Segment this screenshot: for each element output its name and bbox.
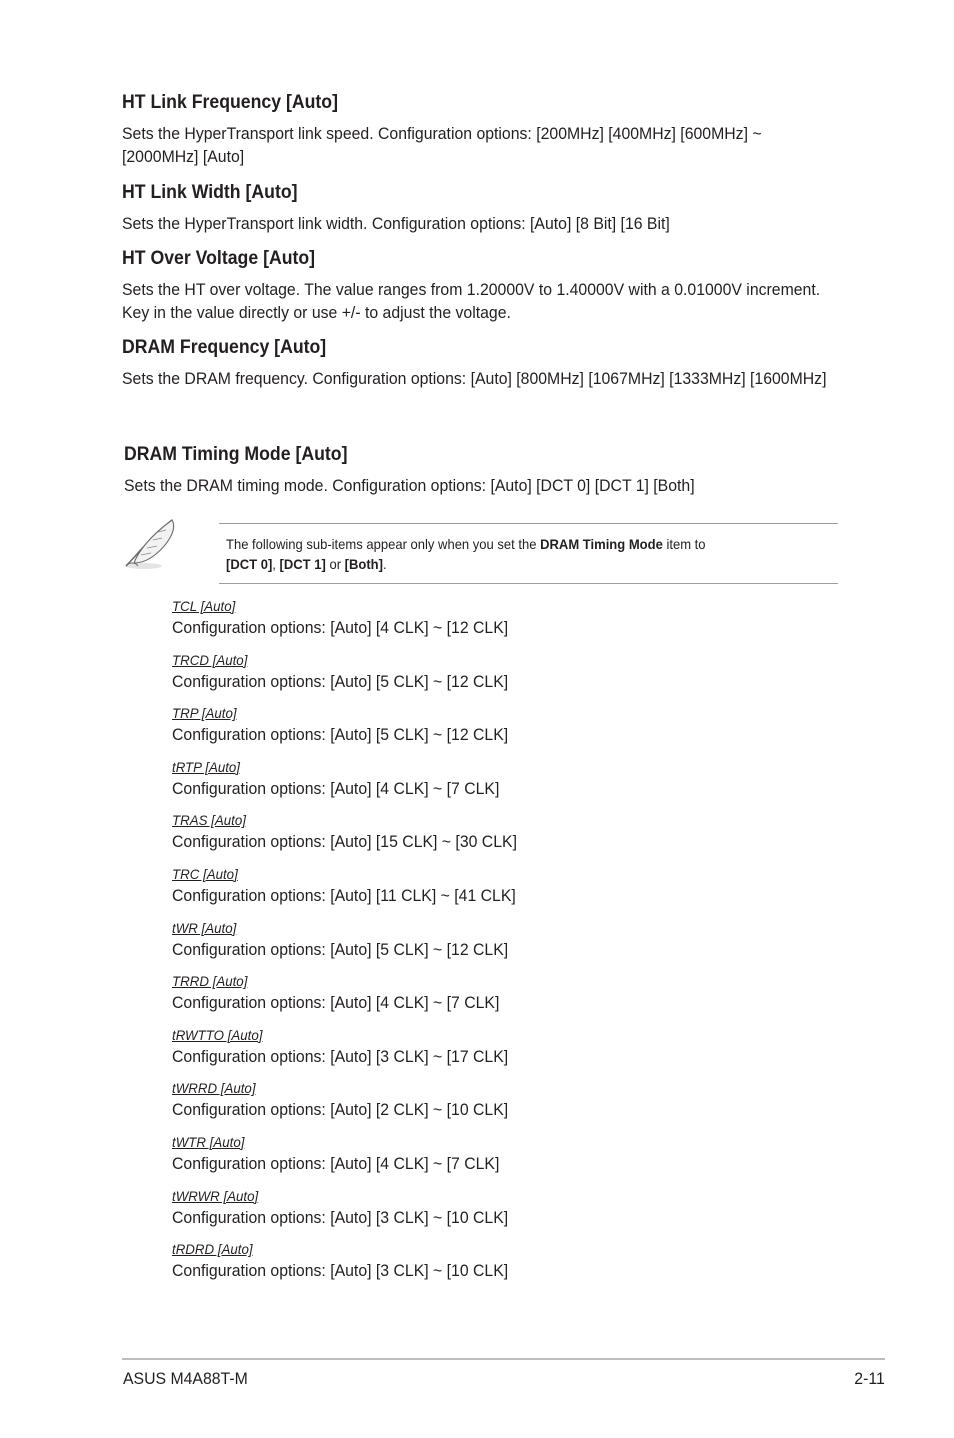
subitem-description: Configuration options: [Auto] [3 CLK] ~ [10 CLK] bbox=[172, 1261, 509, 1281]
note-prefix: The following sub-items appear only when you set the bbox=[226, 536, 541, 552]
list-item bbox=[172, 651, 772, 705]
section-ht-link-width bbox=[122, 181, 842, 235]
footer-page-number: 2-11 bbox=[854, 1369, 885, 1388]
list-item bbox=[172, 811, 772, 865]
subitem-label: tRWTTO [Auto] bbox=[172, 1026, 263, 1043]
list-item bbox=[172, 1187, 772, 1241]
list-item bbox=[172, 597, 772, 651]
note-option-dct0: [DCT 0] bbox=[226, 556, 273, 572]
section-description: Sets the DRAM frequency. Configuration options: [Auto] [800MHz] [1067MHz] [1333MHz] [1600MHz] bbox=[122, 369, 827, 388]
subitem-description: Configuration options: [Auto] [4 CLK] ~ [7 CLK] bbox=[172, 778, 500, 798]
section-heading: DRAM Frequency [Auto] bbox=[122, 337, 327, 358]
subitem-label: TRRD [Auto] bbox=[172, 973, 248, 990]
subitem-label: tWTR [Auto] bbox=[172, 1133, 245, 1150]
subitem-list bbox=[172, 597, 772, 1294]
list-item bbox=[172, 1079, 772, 1133]
subitem-label: TRCD [Auto] bbox=[172, 651, 248, 668]
subitem-label: tRTP [Auto] bbox=[172, 758, 241, 775]
section-description: Sets the HyperTransport link speed. Configuration options: [200MHz] [400MHz] [600MHz] ~ [2000MHz] [Auto] bbox=[122, 124, 762, 166]
subitem-label: TRP [Auto] bbox=[172, 705, 237, 722]
subitem-description: Configuration options: [Auto] [5 CLK] ~ [12 CLK] bbox=[172, 671, 509, 691]
subitem-label: TRC [Auto] bbox=[172, 865, 238, 882]
subitem-description: Configuration options: [Auto] [11 CLK] ~ [41 CLK] bbox=[172, 885, 516, 905]
subitem-label: tWRRD [Auto] bbox=[172, 1080, 256, 1097]
section-ht-over-voltage bbox=[122, 247, 842, 324]
subitem-description: Configuration options: [Auto] [4 CLK] ~ [7 CLK] bbox=[172, 993, 500, 1013]
list-item bbox=[172, 1240, 772, 1294]
subitem-description: Configuration options: [Auto] [3 CLK] ~ [17 CLK] bbox=[172, 1046, 509, 1066]
subitem-label: tWRWR [Auto] bbox=[172, 1187, 259, 1204]
subitem-description: Configuration options: [Auto] [4 CLK] ~ [12 CLK] bbox=[172, 618, 509, 637]
note-separator: , bbox=[272, 556, 280, 572]
section-heading: HT Over Voltage [Auto] bbox=[122, 248, 316, 269]
subitem-description: Configuration options: [Auto] [3 CLK] ~ [10 CLK] bbox=[172, 1207, 509, 1227]
footer-divider bbox=[122, 1358, 885, 1360]
note-middle: item to bbox=[662, 536, 706, 552]
note-end: . bbox=[382, 556, 387, 572]
section-heading: HT Link Frequency [Auto] bbox=[122, 92, 338, 113]
subitem-label: TCL [Auto] bbox=[172, 598, 236, 614]
note-separator: or bbox=[325, 556, 345, 572]
section-description: Sets the HyperTransport link width. Configuration options: [Auto] [8 Bit] [16 Bit] bbox=[122, 214, 670, 233]
feather-pen-icon bbox=[122, 516, 178, 574]
subitem-label: TRAS [Auto] bbox=[172, 812, 246, 829]
subitem-description: Configuration options: [Auto] [15 CLK] ~ [30 CLK] bbox=[172, 832, 517, 852]
subitem-description: Configuration options: [Auto] [2 CLK] ~ [10 CLK] bbox=[172, 1100, 509, 1120]
note-box bbox=[219, 523, 838, 584]
section-heading: HT Link Width [Auto] bbox=[122, 182, 298, 203]
section-ht-link-frequency bbox=[122, 91, 842, 168]
section-description: Sets the HT over voltage. The value ranges from 1.20000V to 1.40000V with a 0.01000V increment. Key in the value directly or use +/- to adjust the voltage. bbox=[122, 280, 821, 322]
section-dram-frequency bbox=[122, 336, 842, 390]
subitem-description: Configuration options: [Auto] [5 CLK] ~ [12 CLK] bbox=[172, 939, 509, 959]
section-heading: DRAM Timing Mode [Auto] bbox=[124, 444, 348, 465]
note-option-both: [Both] bbox=[344, 556, 383, 572]
list-item bbox=[172, 758, 772, 812]
list-item bbox=[172, 919, 772, 973]
list-item bbox=[172, 704, 772, 758]
footer-product-name: ASUS M4A88T-M bbox=[123, 1369, 248, 1388]
note-item: DRAM Timing Mode bbox=[540, 536, 663, 552]
section-description: Sets the DRAM timing mode. Configuration options: [Auto] [DCT 0] [DCT 1] [Both] bbox=[124, 476, 695, 495]
list-item bbox=[172, 1026, 772, 1080]
subitem-label: tRDRD [Auto] bbox=[172, 1241, 253, 1258]
subitem-label: tWR [Auto] bbox=[172, 919, 237, 936]
list-item bbox=[172, 972, 772, 1026]
note-text bbox=[226, 534, 821, 574]
note-option-dct1: [DCT 1] bbox=[279, 556, 326, 572]
subitem-description: Configuration options: [Auto] [4 CLK] ~ [7 CLK] bbox=[172, 1153, 500, 1173]
section-dram-timing-mode bbox=[124, 443, 844, 497]
list-item bbox=[172, 1133, 772, 1187]
subitem-description: Configuration options: [Auto] [5 CLK] ~ [12 CLK] bbox=[172, 725, 509, 745]
list-item bbox=[172, 865, 772, 919]
